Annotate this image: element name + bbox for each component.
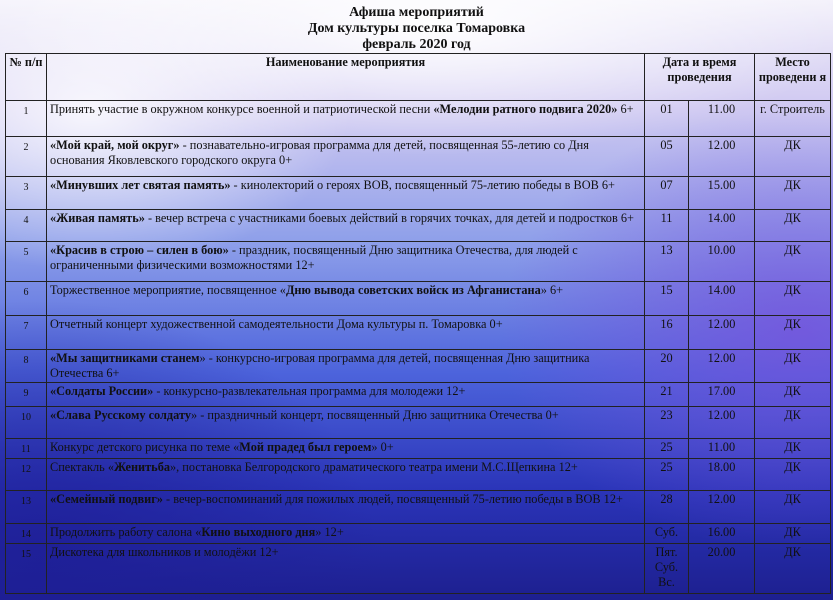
row-number: 12 — [6, 459, 47, 491]
event-day: Пят. Суб. Вс. — [645, 544, 689, 594]
event-time: 12.00 — [689, 316, 755, 350]
event-day: 11 — [645, 210, 689, 242]
event-day: 20 — [645, 350, 689, 383]
event-name-bold: «Семейный подвиг» — [50, 492, 163, 506]
event-day: 15 — [645, 282, 689, 316]
row-number: 8 — [6, 350, 47, 383]
event-place: ДК — [755, 137, 831, 177]
event-name — [47, 439, 645, 459]
event-place: ДК — [755, 210, 831, 242]
event-name — [47, 316, 645, 350]
event-name-text: Спектакль « — [50, 460, 114, 474]
table-row — [6, 137, 831, 177]
table-row — [6, 544, 831, 594]
event-day: Суб. — [645, 524, 689, 544]
event-place: ДК — [755, 350, 831, 383]
event-name-text: Отчетный концерт художественной самодеятельности Дома культуры п. Томаровка 0+ — [50, 317, 503, 331]
event-day: 07 — [645, 177, 689, 210]
col-header-place: Место проведени я — [755, 54, 831, 101]
col-header-name: Наименование мероприятия — [47, 54, 645, 101]
table-row — [6, 177, 831, 210]
event-name-rest: - вечер встреча с участниками боевых действий в горячих точках, для детей и подростков 6+ — [144, 211, 634, 225]
event-day: 23 — [645, 407, 689, 439]
row-number: 6 — [6, 282, 47, 316]
event-name-text: Продолжить работу салона « — [50, 525, 202, 539]
event-time: 12.00 — [689, 491, 755, 524]
event-name-rest: » 6+ — [540, 283, 564, 297]
event-time: 10.00 — [689, 242, 755, 282]
event-name-rest: 6+ — [617, 102, 634, 116]
table-row — [6, 383, 831, 407]
event-name — [47, 177, 645, 210]
table-row — [6, 316, 831, 350]
table-row — [6, 407, 831, 439]
event-name-rest: » - конкурсно-игровая программа для детей, посвященная Дню защитника Отечества 6+ — [50, 351, 590, 380]
event-name — [47, 491, 645, 524]
poster-period: февраль 2020 год — [362, 37, 471, 52]
event-name — [47, 524, 645, 544]
poster-header — [0, 5, 833, 53]
event-name-rest: » - праздничный концерт, посвященный Дню защитника Отечества 0+ — [191, 408, 559, 422]
events-table — [5, 53, 831, 594]
event-name-text: Торжественное мероприятие, посвященное « — [50, 283, 286, 297]
event-time: 16.00 — [689, 524, 755, 544]
event-name — [47, 282, 645, 316]
row-number: 14 — [6, 524, 47, 544]
event-place: ДК — [755, 383, 831, 407]
event-name — [47, 407, 645, 439]
event-time: 11.00 — [689, 439, 755, 459]
event-time: 12.00 — [689, 407, 755, 439]
table-row — [6, 350, 831, 383]
event-name-bold: Мой прадед был героем — [239, 440, 372, 454]
row-number: 10 — [6, 407, 47, 439]
event-time: 12.00 — [689, 137, 755, 177]
row-number: 11 — [6, 439, 47, 459]
row-number: 1 — [6, 101, 47, 137]
event-place: ДК — [755, 491, 831, 524]
event-name-bold: «Солдаты России» — [50, 384, 154, 398]
event-day: 28 — [645, 491, 689, 524]
row-number: 2 — [6, 137, 47, 177]
event-name — [47, 101, 645, 137]
event-name — [47, 350, 645, 383]
table-header-row — [6, 54, 831, 101]
event-name — [47, 242, 645, 282]
table-row — [6, 101, 831, 137]
event-place: ДК — [755, 524, 831, 544]
event-name — [47, 383, 645, 407]
event-place: г. Строитель — [755, 101, 831, 137]
event-place: ДК — [755, 242, 831, 282]
event-time: 18.00 — [689, 459, 755, 491]
event-time: 12.00 — [689, 350, 755, 383]
table-row — [6, 282, 831, 316]
event-name-rest: - кинолекторий о героях ВОВ, посвященный 75-летию победы в ВОВ 6+ — [230, 178, 615, 192]
event-name-rest: » 0+ — [371, 440, 394, 454]
table-row — [6, 524, 831, 544]
event-name — [47, 459, 645, 491]
event-name-bold: Дню вывода советских войск из Афганистана — [285, 283, 541, 297]
row-number: 5 — [6, 242, 47, 282]
row-number: 7 — [6, 316, 47, 350]
event-name-bold: «Мы защитниками станем — [50, 351, 200, 365]
event-name-bold: «Красив в строю – силен в бою» — [50, 243, 229, 257]
row-number: 9 — [6, 383, 47, 407]
event-day: 25 — [645, 439, 689, 459]
table-row — [6, 459, 831, 491]
event-place: ДК — [755, 282, 831, 316]
event-name-bold: «Живая память» — [50, 211, 145, 225]
event-name-rest: - праздник, посвященный Дню защитника Отечества, для людей с ограниченными физическими возможностями 12+ — [50, 243, 578, 272]
event-name — [47, 210, 645, 242]
event-name-bold: Кино выходного дня — [201, 525, 316, 539]
event-place: ДК — [755, 177, 831, 210]
col-header-num: № п/п — [6, 54, 47, 101]
event-place: ДК — [755, 439, 831, 459]
event-time: 15.00 — [689, 177, 755, 210]
event-day: 25 — [645, 459, 689, 491]
event-name-rest: » 12+ — [315, 525, 344, 539]
event-time: 11.00 — [689, 101, 755, 137]
event-place: ДК — [755, 544, 831, 594]
table-row — [6, 242, 831, 282]
poster-venue: Дом культуры поселка Томаровка — [307, 21, 526, 36]
row-number: 13 — [6, 491, 47, 524]
event-day: 01 — [645, 101, 689, 137]
event-name-rest: », постановка Белгородского драматического театра имени М.С.Щепкина 12+ — [170, 460, 578, 474]
table-row — [6, 491, 831, 524]
event-time: 17.00 — [689, 383, 755, 407]
table-row — [6, 439, 831, 459]
event-name-text: Дискотека для школьников и молодёжи 12+ — [50, 545, 279, 559]
event-time: 14.00 — [689, 282, 755, 316]
event-time: 14.00 — [689, 210, 755, 242]
event-day: 13 — [645, 242, 689, 282]
event-name — [47, 544, 645, 594]
event-day: 21 — [645, 383, 689, 407]
row-number: 15 — [6, 544, 47, 594]
event-place: ДК — [755, 316, 831, 350]
event-name-text: Принять участие в окружном конкурсе военной и патриотической песни — [50, 102, 434, 116]
event-day: 05 — [645, 137, 689, 177]
event-place: ДК — [755, 459, 831, 491]
event-name-text: Конкурс детского рисунка по теме « — [50, 440, 240, 454]
row-number: 4 — [6, 210, 47, 242]
event-name — [47, 137, 645, 177]
event-day: 16 — [645, 316, 689, 350]
event-name-bold: «Мелодии ратного подвига 2020» — [433, 102, 618, 116]
event-name-rest: - вечер-воспоминаний для пожилых людей, посвященный 75-летию победы в ВОВ 12+ — [162, 492, 623, 506]
event-name-bold: «Минувших лет святая память» — [50, 178, 231, 192]
col-header-datetime: Дата и время проведения — [645, 54, 755, 101]
row-number: 3 — [6, 177, 47, 210]
event-place: ДК — [755, 407, 831, 439]
event-name-rest: - познавательно-игровая программа для детей, посвященная 55-летию со Дня основания Яковлевского городского округа 0+ — [50, 138, 589, 167]
table-row — [6, 210, 831, 242]
poster-title: Афиша мероприятий — [349, 5, 484, 20]
event-name-bold: «Слава Русскому солдату — [50, 408, 191, 422]
event-name-rest: - конкурсно-развлекательная программа для молодежи 12+ — [153, 384, 466, 398]
event-name-bold: Женитьба — [113, 460, 170, 474]
table-body — [6, 101, 831, 594]
event-time: 20.00 — [689, 544, 755, 594]
event-name-bold: «Мой край, мой округ» — [50, 138, 180, 152]
